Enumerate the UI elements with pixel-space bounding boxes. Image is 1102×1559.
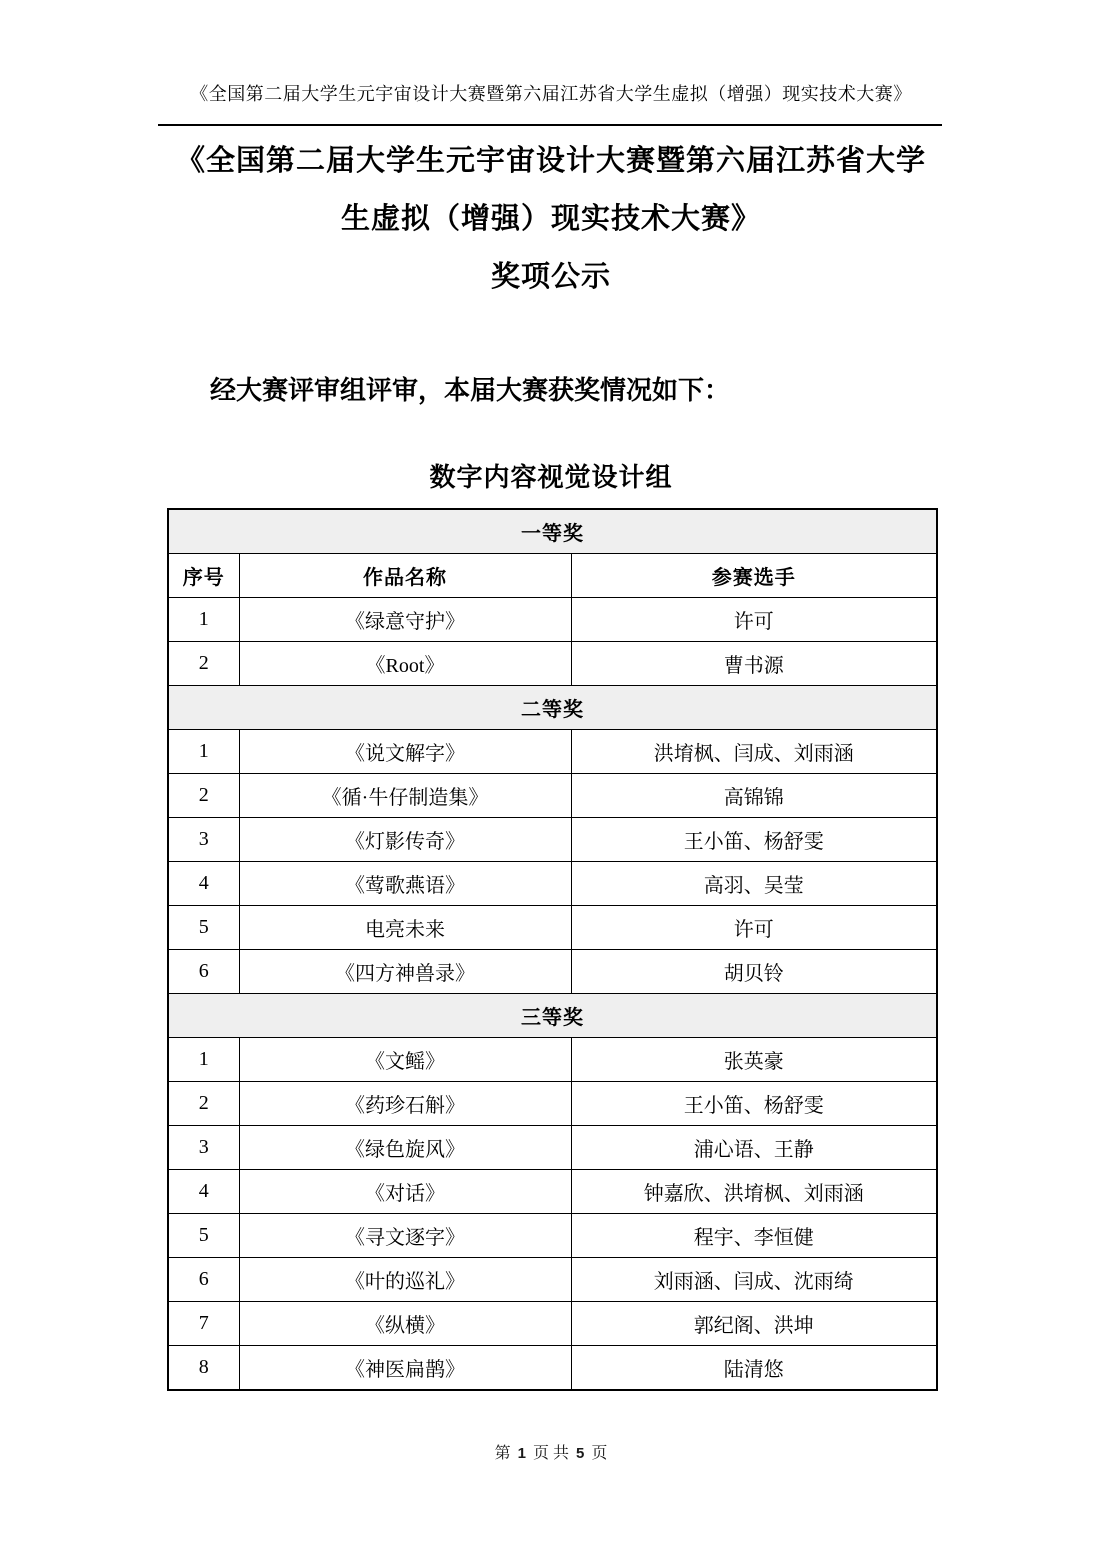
row-index-cell: 3 [168, 1126, 239, 1170]
table-row [168, 730, 937, 774]
work-title-cell: 《叶的巡礼》 [239, 1258, 571, 1302]
award-section-label: 一等奖 [168, 509, 937, 554]
page-footer [0, 1444, 1102, 1464]
work-title-cell: 《四方神兽录》 [239, 950, 571, 994]
table-row [168, 1258, 937, 1302]
participants-cell: 王小笛、杨舒雯 [571, 1082, 937, 1126]
row-index-cell: 4 [168, 1170, 239, 1214]
table-row [168, 906, 937, 950]
work-title-cell: 《绿色旋风》 [239, 1126, 571, 1170]
table-row [168, 1214, 937, 1258]
work-title-cell: 《绿意守护》 [239, 598, 571, 642]
row-index-cell: 6 [168, 950, 239, 994]
row-index-cell: 6 [168, 1258, 239, 1302]
participants-cell: 程宇、李恒健 [571, 1214, 937, 1258]
footer-suffix: 页 [591, 1445, 608, 1462]
document-title [0, 132, 1102, 306]
table-row [168, 598, 937, 642]
row-index-cell: 1 [168, 598, 239, 642]
table-row [168, 1170, 937, 1214]
column-header-cell: 参赛选手 [571, 554, 937, 598]
work-title-cell: 《文鳐》 [239, 1038, 571, 1082]
work-title-cell: 电亮未来 [239, 906, 571, 950]
document-title-line1: 《全国第二届大学生元宇宙设计大赛暨第六届江苏省大学 [175, 145, 926, 177]
award-section-row [168, 509, 937, 554]
award-section-label: 二等奖 [168, 686, 937, 730]
work-title-cell: 《循·牛仔制造集》 [239, 774, 571, 818]
column-header-cell: 作品名称 [239, 554, 571, 598]
intro-paragraph: 经大赛评审组评审，本届大赛获奖情况如下： [210, 376, 731, 405]
work-title-cell: 《药珍石斛》 [239, 1082, 571, 1126]
row-index-cell: 5 [168, 906, 239, 950]
row-index-cell: 3 [168, 818, 239, 862]
work-title-cell: 《寻文逐字》 [239, 1214, 571, 1258]
table-row [168, 1302, 937, 1346]
row-index-cell: 7 [168, 1302, 239, 1346]
row-index-cell: 2 [168, 774, 239, 818]
row-index-cell: 5 [168, 1214, 239, 1258]
footer-prefix: 第 [494, 1445, 511, 1462]
footer-total-pages: 5 [576, 1445, 585, 1462]
document-title-line3: 奖项公示 [490, 261, 611, 293]
table-row [168, 1126, 937, 1170]
footer-page-number: 1 [517, 1445, 526, 1462]
participants-cell: 郭纪阁、洪坤 [571, 1302, 937, 1346]
table-row [168, 818, 937, 862]
award-section-label: 三等奖 [168, 994, 937, 1038]
participants-cell: 洪堉枫、闫成、刘雨涵 [571, 730, 937, 774]
participants-cell: 胡贝铃 [571, 950, 937, 994]
footer-mid: 页 共 [532, 1445, 569, 1462]
participants-cell: 浦心语、王静 [571, 1126, 937, 1170]
award-section-row [168, 994, 937, 1038]
header-divider [158, 124, 942, 126]
award-section-row [168, 686, 937, 730]
row-index-cell: 8 [168, 1346, 239, 1391]
participants-cell: 王小笛、杨舒雯 [571, 818, 937, 862]
participants-cell: 钟嘉欣、洪堉枫、刘雨涵 [571, 1170, 937, 1214]
table-row [168, 862, 937, 906]
table-row [168, 1038, 937, 1082]
row-index-cell: 2 [168, 1082, 239, 1126]
work-title-cell: 《神医扁鹊》 [239, 1346, 571, 1391]
column-header-row [168, 554, 937, 598]
work-title-cell: 《莺歌燕语》 [239, 862, 571, 906]
table-row [168, 1346, 937, 1391]
table-row [168, 774, 937, 818]
row-index-cell: 2 [168, 642, 239, 686]
table-row [168, 1082, 937, 1126]
participants-cell: 张英豪 [571, 1038, 937, 1082]
participants-cell: 许可 [571, 906, 937, 950]
participants-cell: 曹书源 [571, 642, 937, 686]
column-header-cell: 序号 [168, 554, 239, 598]
awards-table-body [168, 509, 937, 1390]
work-title-cell: 《对话》 [239, 1170, 571, 1214]
participants-cell: 高锦锦 [571, 774, 937, 818]
work-title-cell: 《灯影传奇》 [239, 818, 571, 862]
awards-table [167, 508, 938, 1391]
participants-cell: 高羽、吴莹 [571, 862, 937, 906]
document-title-line2: 生虚拟（增强）现实技术大赛》 [340, 203, 761, 235]
row-index-cell: 4 [168, 862, 239, 906]
row-index-cell: 1 [168, 1038, 239, 1082]
participants-cell: 陆清悠 [571, 1346, 937, 1391]
row-index-cell: 1 [168, 730, 239, 774]
running-header: 《全国第二届大学生元宇宙设计大赛暨第六届江苏省大学生虚拟（增强）现实技术大赛》 [190, 84, 912, 104]
table-row [168, 950, 937, 994]
participants-cell: 许可 [571, 598, 937, 642]
participants-cell: 刘雨涵、闫成、沈雨绮 [571, 1258, 937, 1302]
table-row [168, 642, 937, 686]
work-title-cell: 《纵横》 [239, 1302, 571, 1346]
work-title-cell: 《Root》 [239, 642, 571, 686]
category-title: 数字内容视觉设计组 [429, 463, 673, 492]
work-title-cell: 《说文解字》 [239, 730, 571, 774]
